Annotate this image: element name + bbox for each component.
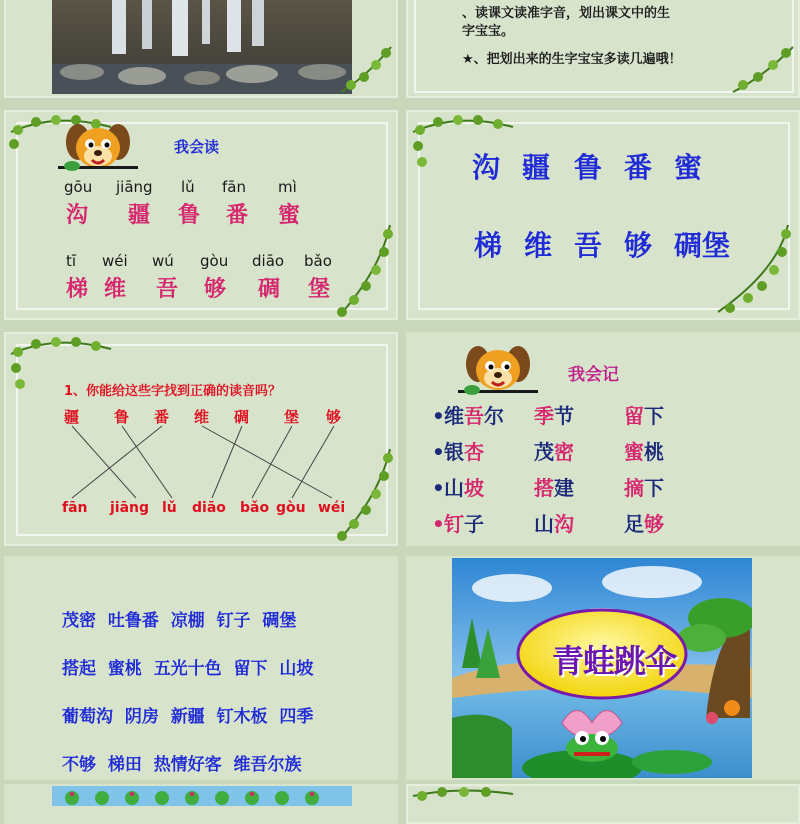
- char-lu: 鲁: [178, 202, 201, 228]
- char-wei: 维: [104, 276, 127, 302]
- memory-row-1-c: [624, 400, 664, 429]
- word-line-2: [62, 654, 313, 679]
- pinyin-ti1: tī: [66, 252, 77, 270]
- char-jiang: 疆: [128, 202, 151, 228]
- instruction-line-2: 字宝宝。: [462, 24, 515, 39]
- frog-row-illustration: [52, 786, 352, 806]
- row-word-c2: 下: [644, 404, 664, 428]
- pinyin-lu3: lǔ: [181, 178, 195, 196]
- row-word-a1: 山: [444, 476, 464, 500]
- instruction-line-1: 、读课文读准字音，划出课文中的生: [462, 6, 671, 21]
- word-item: 热情好客: [153, 755, 222, 775]
- row-word-a1: 钉: [444, 512, 464, 536]
- vine-decoration-icon: [408, 786, 518, 806]
- match-char-3: 番: [154, 408, 170, 426]
- matching-question: 1、你能给这些字找到正确的读音吗？: [64, 384, 282, 399]
- vine-decoration-icon: [336, 37, 396, 97]
- row-word-c1: 蜜: [624, 440, 644, 464]
- row-word-b1: 山: [534, 512, 554, 536]
- pinyin-gou1: gōu: [64, 178, 93, 196]
- pinyin-mi4: mì: [278, 178, 297, 196]
- slide-title: 青蛙跳伞: [551, 642, 676, 680]
- match-char-2: 鲁: [114, 408, 130, 426]
- slide-thumbnail-10[interactable]: [406, 784, 800, 824]
- word-line-1: [62, 606, 296, 631]
- row-word-b2: 建: [554, 476, 574, 500]
- memory-row-2-c: [624, 436, 664, 465]
- match-char-6: 堡: [284, 408, 300, 426]
- word-item: 阴房: [124, 707, 159, 727]
- char-ti: 梯: [66, 276, 89, 302]
- slide-title: 我会读: [174, 138, 220, 156]
- row-bullet: •: [432, 476, 445, 500]
- row-word-a1: 维: [444, 404, 464, 428]
- vine-decoration-icon: [330, 220, 398, 320]
- big-char-gou: 沟: [472, 151, 501, 184]
- char-bao: 堡: [308, 276, 331, 302]
- big-char-ti: 梯: [474, 229, 503, 262]
- pinyin-diao1: diāo: [252, 252, 285, 270]
- big-char-wu: 吾: [574, 229, 603, 262]
- match-char-1: 疆: [64, 408, 80, 426]
- vine-decoration-icon: [708, 220, 798, 320]
- row-word-b1: 茂: [534, 440, 554, 464]
- row-word-c2: 桃: [644, 440, 664, 464]
- instruction-line-3: ★、把划出来的生字宝宝多读几遍哦！: [462, 52, 682, 67]
- word-line-3: [62, 702, 313, 727]
- word-item: 五光十色: [153, 659, 222, 679]
- slide-thumbnail-1[interactable]: [4, 0, 398, 98]
- memory-row-3-b: [534, 472, 574, 501]
- word-item: 钉木板: [216, 707, 268, 727]
- memory-row-4-b: [534, 508, 574, 537]
- pinyin-fan1: fān: [222, 178, 246, 196]
- match-char-7: 够: [326, 408, 342, 426]
- row-word-a2: 吾: [464, 404, 484, 428]
- slide-thumbnail-3[interactable]: [4, 110, 398, 320]
- match-pinyin-5: bǎo: [240, 500, 270, 516]
- cartoon-dog-icon: [458, 340, 538, 402]
- memory-row-4-c: [624, 508, 664, 537]
- match-pinyin-2: jiāng: [110, 500, 150, 516]
- row-word-b2: 密: [554, 440, 574, 464]
- match-char-4: 维: [194, 408, 210, 426]
- waterfall-photo: [52, 0, 352, 94]
- vine-decoration-icon: [728, 37, 798, 97]
- row-word-c2: 下: [644, 476, 664, 500]
- big-char-wei: 维: [524, 229, 553, 262]
- pinyin-bao3: bǎo: [304, 252, 332, 270]
- word-item: 梯田: [107, 755, 142, 775]
- slide-thumbnail-5[interactable]: [4, 332, 398, 546]
- pinyin-wu2: wú: [152, 252, 174, 270]
- word-item: 留下: [233, 659, 268, 679]
- big-char-mi: 蜜: [674, 151, 703, 184]
- word-item: 碉堡: [262, 611, 297, 631]
- memory-row-1-b: [534, 400, 574, 429]
- row-word-a2: 子: [464, 512, 484, 536]
- match-pinyin-4: diāo: [192, 500, 226, 516]
- pinyin-jiang1: jiāng: [116, 178, 153, 196]
- big-char-fan: 番: [624, 151, 653, 184]
- char-mi: 蜜: [278, 202, 301, 228]
- char-gou-4: 够: [204, 276, 227, 302]
- match-pinyin-1: fān: [62, 500, 88, 516]
- word-item: 蜜桃: [107, 659, 142, 679]
- word-item: 山坡: [279, 659, 314, 679]
- slide-thumbnail-9[interactable]: [4, 784, 398, 824]
- match-pinyin-7: wéi: [318, 500, 346, 516]
- char-fan: 番: [226, 202, 249, 228]
- memory-row-2: [432, 436, 484, 465]
- big-char-gou-4: 够: [624, 229, 653, 262]
- row-word-b1: 搭: [534, 476, 554, 500]
- match-pinyin-6: gòu: [276, 500, 306, 516]
- row-word-a1: 银: [444, 440, 464, 464]
- row-word-c1: 留: [624, 404, 644, 428]
- word-item: 钉子: [216, 611, 251, 631]
- memory-row-4: [432, 508, 484, 537]
- big-char-lu: 鲁: [574, 151, 603, 184]
- word-item: 吐鲁番: [107, 611, 159, 631]
- word-item: 四季: [279, 707, 314, 727]
- word-item: 维吾尔族: [233, 755, 302, 775]
- cartoon-dog-icon: [58, 118, 138, 178]
- row-word-c1: 摘: [624, 476, 644, 500]
- row-bullet: •: [432, 512, 445, 536]
- row-bullet: •: [432, 404, 445, 428]
- word-line-4: [62, 750, 302, 775]
- memory-row-1: [432, 400, 504, 429]
- slide-thumbnail-4[interactable]: [406, 110, 800, 320]
- row-word-b1: 季: [534, 404, 554, 428]
- memory-row-2-b: [534, 436, 574, 465]
- memory-row-3: [432, 472, 484, 501]
- pinyin-wei2: wéi: [102, 252, 128, 270]
- char-diao: 碉: [258, 276, 281, 302]
- slide-title: 我会记: [568, 365, 619, 385]
- row-word-b2: 节: [554, 404, 574, 428]
- big-char-diaobao: 碉堡: [674, 229, 731, 262]
- row-word-c2: 够: [644, 512, 664, 536]
- row-bullet: •: [432, 440, 445, 464]
- match-char-5: 碉: [234, 408, 250, 426]
- match-pinyin-3: lǔ: [162, 500, 177, 516]
- slide-thumbnail-2[interactable]: [406, 0, 800, 98]
- char-wu: 吾: [156, 276, 179, 302]
- vine-decoration-icon: [408, 112, 518, 172]
- vine-decoration-icon: [330, 444, 398, 544]
- row-word-c1: 足: [624, 512, 644, 536]
- row-word-b2: 沟: [554, 512, 574, 536]
- slide-thumbnail-8[interactable]: [406, 556, 800, 780]
- word-item: 搭起: [62, 659, 96, 679]
- pinyin-gou4: gòu: [200, 252, 229, 270]
- row-word-a3: 尔: [484, 404, 504, 428]
- word-item: 凉棚: [170, 611, 205, 631]
- row-word-a2: 坡: [464, 476, 484, 500]
- slide-thumbnail-7[interactable]: [4, 556, 398, 780]
- word-item: 茂密: [62, 611, 96, 631]
- word-item: 不够: [62, 755, 96, 775]
- word-item: 新疆: [170, 707, 205, 727]
- char-gou: 沟: [66, 202, 89, 228]
- row-word-a2: 杏: [464, 440, 484, 464]
- word-item: 葡萄沟: [62, 707, 113, 727]
- memory-row-3-c: [624, 472, 664, 501]
- slide-thumbnail-6[interactable]: [406, 332, 800, 546]
- big-char-jiang: 疆: [522, 151, 551, 184]
